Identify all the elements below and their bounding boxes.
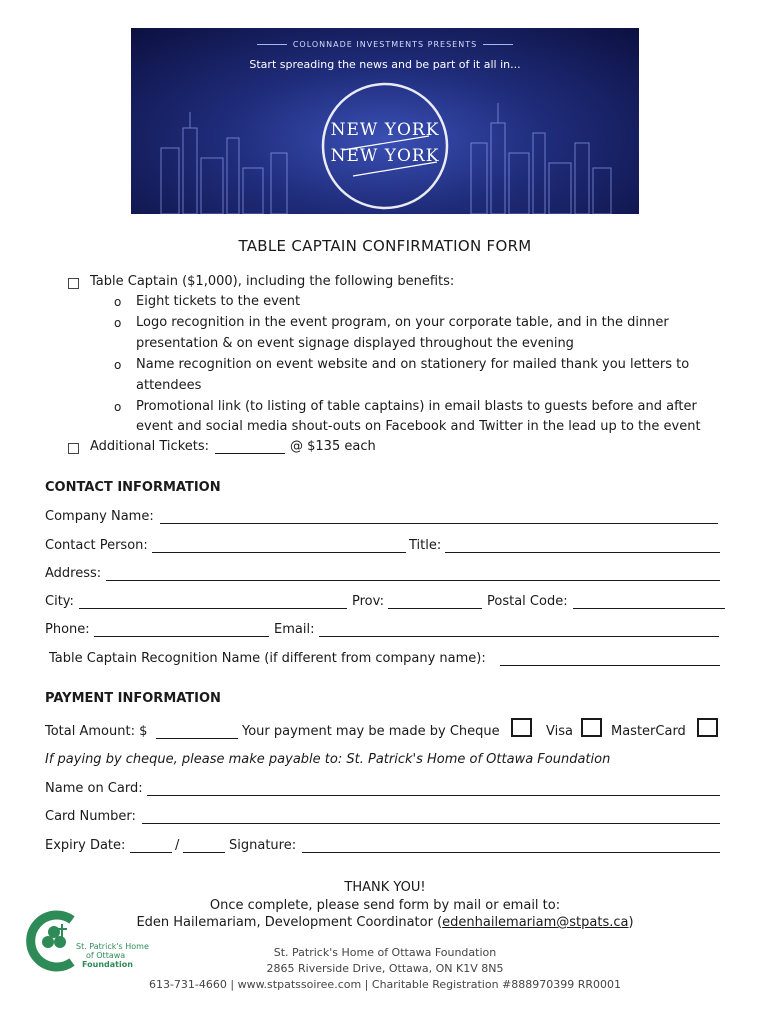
benefit-item: Logo recognition in the event program, on your corporate table, and in the dinner [136,315,669,330]
contact-person-field[interactable] [152,552,406,553]
email-label: Email: [274,622,315,637]
banner-title-line1: NEW YORK [330,120,440,140]
name-on-card-label: Name on Card: [45,781,143,796]
city-field[interactable] [79,608,347,609]
expiry-year-field[interactable] [183,852,225,853]
banner-title-line2: NEW YORK [330,146,440,166]
banner-presenter: COLONNADE INVESTMENTS PRESENTS [131,40,639,49]
additional-tickets-checkbox[interactable] [68,443,79,454]
signature-field[interactable] [302,852,720,853]
cheque-note: If paying by cheque, please make payable to: St. Patrick's Home of Ottawa Foundation [45,752,611,767]
benefit-item: Eight tickets to the event [136,294,301,309]
additional-tickets-price: @ $135 each [290,439,376,454]
cheque-checkbox[interactable] [511,718,532,737]
card-number-label: Card Number: [45,809,136,824]
form-title: TABLE CAPTAIN CONFIRMATION FORM [238,237,532,255]
benefit-item: attendees [136,378,202,393]
event-banner [131,28,639,214]
prov-label: Prov: [352,594,384,609]
bullet-icon: o [114,316,122,330]
coordinator-contact: Eden Hailemariam, Development Coordinator (edenhailemariam@stpats.ca) [136,915,634,930]
company-name-label: Company Name: [45,509,154,524]
email-field[interactable] [319,636,719,637]
payment-methods-label: Your payment may be made by Cheque [242,724,500,739]
payment-heading: PAYMENT INFORMATION [45,691,221,706]
title-label: Title: [409,538,442,553]
phone-field[interactable] [94,636,269,637]
contact-person-label: Contact Person: [45,538,148,553]
table-captain-option: Table Captain ($1,000), including the following benefits: [90,274,455,289]
address-label: Address: [45,566,102,581]
mastercard-label: MasterCard [611,724,686,739]
logo-wordmark: St. Patrick's Home of Ottawa Foundation [76,942,149,969]
mastercard-checkbox[interactable] [697,718,718,737]
thank-you-heading: THANK YOU! [344,880,426,895]
organization-details: 613-731-4660 | www.stpatssoiree.com | Charitable Registration #888970399 RR0001 [148,978,622,991]
visa-checkbox[interactable] [581,718,602,737]
phone-label: Phone: [45,622,90,637]
card-number-field[interactable] [142,823,720,824]
benefit-item: Promotional link (to listing of table captains) in email blasts to guests before and after [136,399,697,414]
additional-tickets-field[interactable] [215,453,285,454]
total-amount-field[interactable] [156,738,238,739]
postal-code-field[interactable] [573,608,725,609]
bullet-icon: o [114,295,122,309]
bullet-icon: o [114,358,122,372]
benefit-item: event and social media shout-outs on Facebook and Twitter in the lead up to the event [136,419,701,434]
total-amount-label: Total Amount: $ [45,724,148,739]
signature-label: Signature: [229,838,297,853]
bullet-icon: o [114,400,122,414]
coordinator-email-link[interactable]: edenhailemariam@stpats.ca [442,915,629,930]
postal-code-label: Postal Code: [487,594,568,609]
city-label: City: [45,594,74,609]
prov-field[interactable] [388,608,482,609]
expiry-slash: / [175,838,180,853]
expiry-month-field[interactable] [130,852,172,853]
organization-address: 2865 Riverside Drive, Ottawa, ON K1V 8N5 [266,962,504,975]
organization-name: St. Patrick's Home of Ottawa Foundation [273,946,497,959]
recognition-name-field[interactable] [500,665,720,666]
recognition-name-label: Table Captain Recognition Name (if different from company name): [49,651,486,666]
table-captain-checkbox[interactable] [68,278,79,289]
visa-label: Visa [546,724,573,739]
benefit-item: Name recognition on event website and on stationery for mailed thank you letters to [136,357,690,372]
name-on-card-field[interactable] [147,795,720,796]
title-field[interactable] [445,552,720,553]
company-name-field[interactable] [160,523,718,524]
benefit-item: presentation & on event signage displayed throughout the evening [136,336,574,351]
additional-tickets-label: Additional Tickets: [90,439,210,454]
send-instructions: Once complete, please send form by mail or email to: [209,898,561,913]
banner-tagline: Start spreading the news and be part of it all in... [249,58,521,71]
contact-heading: CONTACT INFORMATION [45,480,221,495]
expiry-date-label: Expiry Date: [45,838,126,853]
address-field[interactable] [106,580,720,581]
